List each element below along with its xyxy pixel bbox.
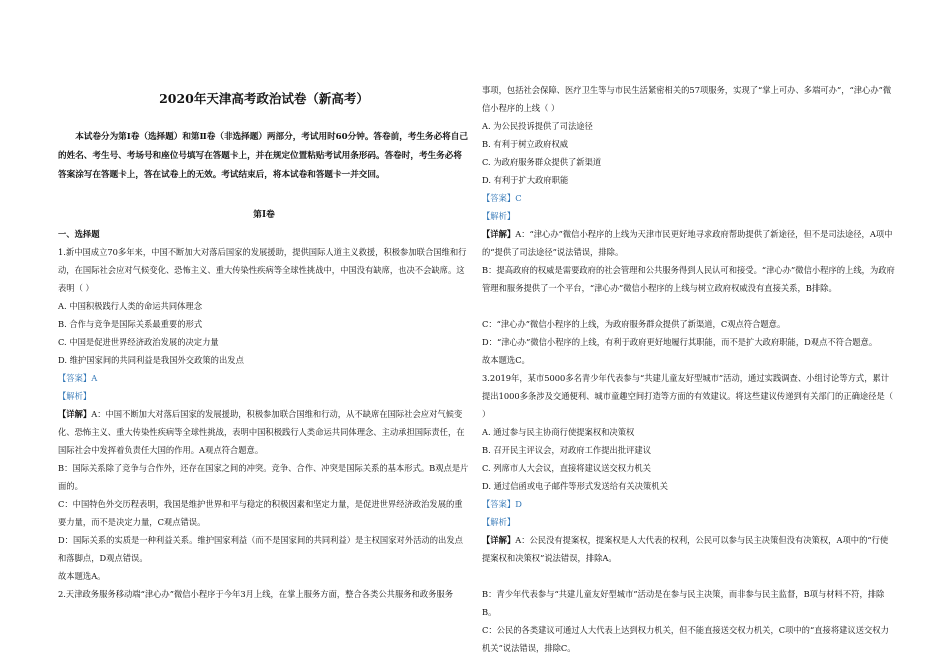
detail-tag: 【详解】 [58,409,92,419]
answer-value: A [91,373,98,383]
q2-detail-b: B：提高政府的权威是需要政府的社会管理和公共服务得到人民认可和接受。“津心办”微信小程序的上线，为政府管理和服务提供了一个平台，“津心办”微信小程序的上线与树立政府权威没有直接关系，B排除。 [482,265,895,293]
q3-answer [482,495,896,513]
q2-option-d: D. 有利于扩大政府职能 [482,175,569,185]
q3-detail-a [482,531,896,567]
q1-option-c: C. 中国是促进世界经济政治发展的决定力量 [58,337,219,347]
detail-text: A：公民没有提案权，提案权是人大代表的权利，公民可以参与民主决策但没有决策权，A项中的“行使提案权和决策权”说法错误，排除A。 [482,535,889,563]
q2-answer [482,189,896,207]
detail-text: A：“津心办”微信小程序的上线为天津市民更好地寻求政府帮助提供了新途径，但不是司法途径，A项中的“提供了司法途径”说法错误，排除。 [482,229,893,257]
q1-jiexi-tag: 【解析】 [58,391,92,401]
exam-notice: 本试卷分为第Ⅰ卷（选择题）和第Ⅱ卷（非选择题）两部分，考试用时60分钟。答卷前，考生务必将自己的姓名、考生号、考场号和座位号填写在答题卡上，并在规定位置粘贴考试用条形码。答卷时，考生务必将答案涂写在答题卡上，答在试卷上的无效。考试结束后，将本试卷和答题卡一并交回。 [58,132,468,180]
page-title: 2020年天津高考政治试卷（新高考） [159,91,369,106]
q1-detail-b: B：国际关系除了竞争与合作外，还存在国家之间的冲突。竞争、合作、冲突是国际关系的基本形式。B观点是片面的。 [58,463,469,491]
question-3-stem: 3.2019年，某市5000多名青少年代表参与“共建儿童友好型城市”活动，通过实践调查、小组讨论等方式，累计提出1000多条涉及交通便利、城市童趣空间打造等方面的有效建议。将这些建议传递到有关部门的正确途径是（ ） [482,373,894,419]
q2-detail-c: C：“津心办”微信小程序的上线，为政府服务群众提供了新渠道，C观点符合题意。 [482,319,786,329]
answer-tag: 【答案】 [482,193,516,203]
answer-tag: 【答案】 [58,373,92,383]
q2-option-b: B. 有利于树立政府权威 [482,139,569,149]
q1-answer [58,369,470,387]
answer-tag: 【答案】 [482,499,516,509]
q3-detail-b: B：青少年代表参与“共建儿童友好型城市”活动是在参与民主决策，而非参与民主监督，B项与材料不符，排除B。 [482,589,885,617]
detail-text: A：中国不断加大对落后国家的发展援助，积极参加联合国维和行动，从不缺席在国际社会应对气候变化、恐怖主义、重大传染性疾病等全球性挑战，表明中国积极践行人类命运共同体理念、主动承担国际责任，在国际社会中发挥着负责任大国的作用。A观点符合题意。 [58,409,465,455]
q2-option-a: A. 为公民投诉提供了司法途径 [482,121,593,131]
q1-option-d: D. 维护国家间的共同利益是我国外交政策的出发点 [58,355,244,365]
q1-detail-a [58,405,470,459]
q1-detail-c: C：中国特色外交历程表明，我国是维护世界和平与稳定的积极因素和坚定力量，是促进世界经济政治发展的重要力量，而不是决定力量，C观点错误。 [58,499,463,527]
q3-detail-c: C：公民的各类建议可通过人大代表上达到权力机关，但不能直接送交权力机关，C项中的“直接将建议送交权力机关”说法错误，排除C。 [482,625,889,653]
q3-option-a: A. 通过参与民主协商行使提案权和决策权 [482,427,635,437]
detail-tag: 【详解】 [482,229,516,239]
q1-conclusion: 故本题选A。 [58,571,106,581]
q3-jiexi-tag: 【解析】 [482,517,516,527]
q3-option-d: D. 通过信函或电子邮件等形式发送给有关决策机关 [482,481,668,491]
section-heading: 一、选择题 [58,229,100,239]
q2-detail-a [482,225,896,261]
q1-detail-d: D：国际关系的实质是一种利益关系。维护国家利益（而不是国家间的共同利益）是主权国家对外活动的出发点和落脚点，D观点错误。 [58,535,463,563]
question-2-stem-cont: 事项，包括社会保障、医疗卫生等与市民生活紧密相关的57项服务，实现了“掌上可办、多端可办”，“津心办”微信小程序的上线（ ） [482,85,892,113]
q2-jiexi-tag: 【解析】 [482,211,516,221]
detail-tag: 【详解】 [482,535,516,545]
answer-value: D [515,499,522,509]
question-1-stem: 1.新中国成立70多年来，中国不断加大对落后国家的发展援助，提供国际人道主义救援，积极参加联合国维和行动，在国际社会应对气候变化、恐怖主义、重大传染性疾病等全球性挑战中，中国没有缺席，也决不会缺席。这表明（ ） [58,247,467,293]
q1-option-b: B. 合作与竞争是国际关系最重要的形式 [58,319,203,329]
q3-option-b: B. 召开民主评议会，对政府工作提出批评建议 [482,445,652,455]
q3-option-c: C. 列席市人大会议，直接将建议送交权力机关 [482,463,651,473]
q1-option-a: A. 中国积极践行人类的命运共同体理念 [58,301,203,311]
section-juan-title: 第Ⅰ卷 [253,210,275,220]
q2-detail-d: D：“津心办”微信小程序的上线，有利于政府更好地履行其职能，而不是扩大政府职能，D观点不符合题意。 [482,337,878,347]
q2-conclusion: 故本题选C。 [482,355,530,365]
answer-value: C [515,193,522,203]
question-2-stem-start: 2.天津政务服务移动端“津心办”微信小程序于今年3月上线，在掌上服务方面，整合各类公共服务和政务服务 [58,589,454,599]
q2-option-c: C. 为政府服务群众提供了新渠道 [482,157,602,167]
